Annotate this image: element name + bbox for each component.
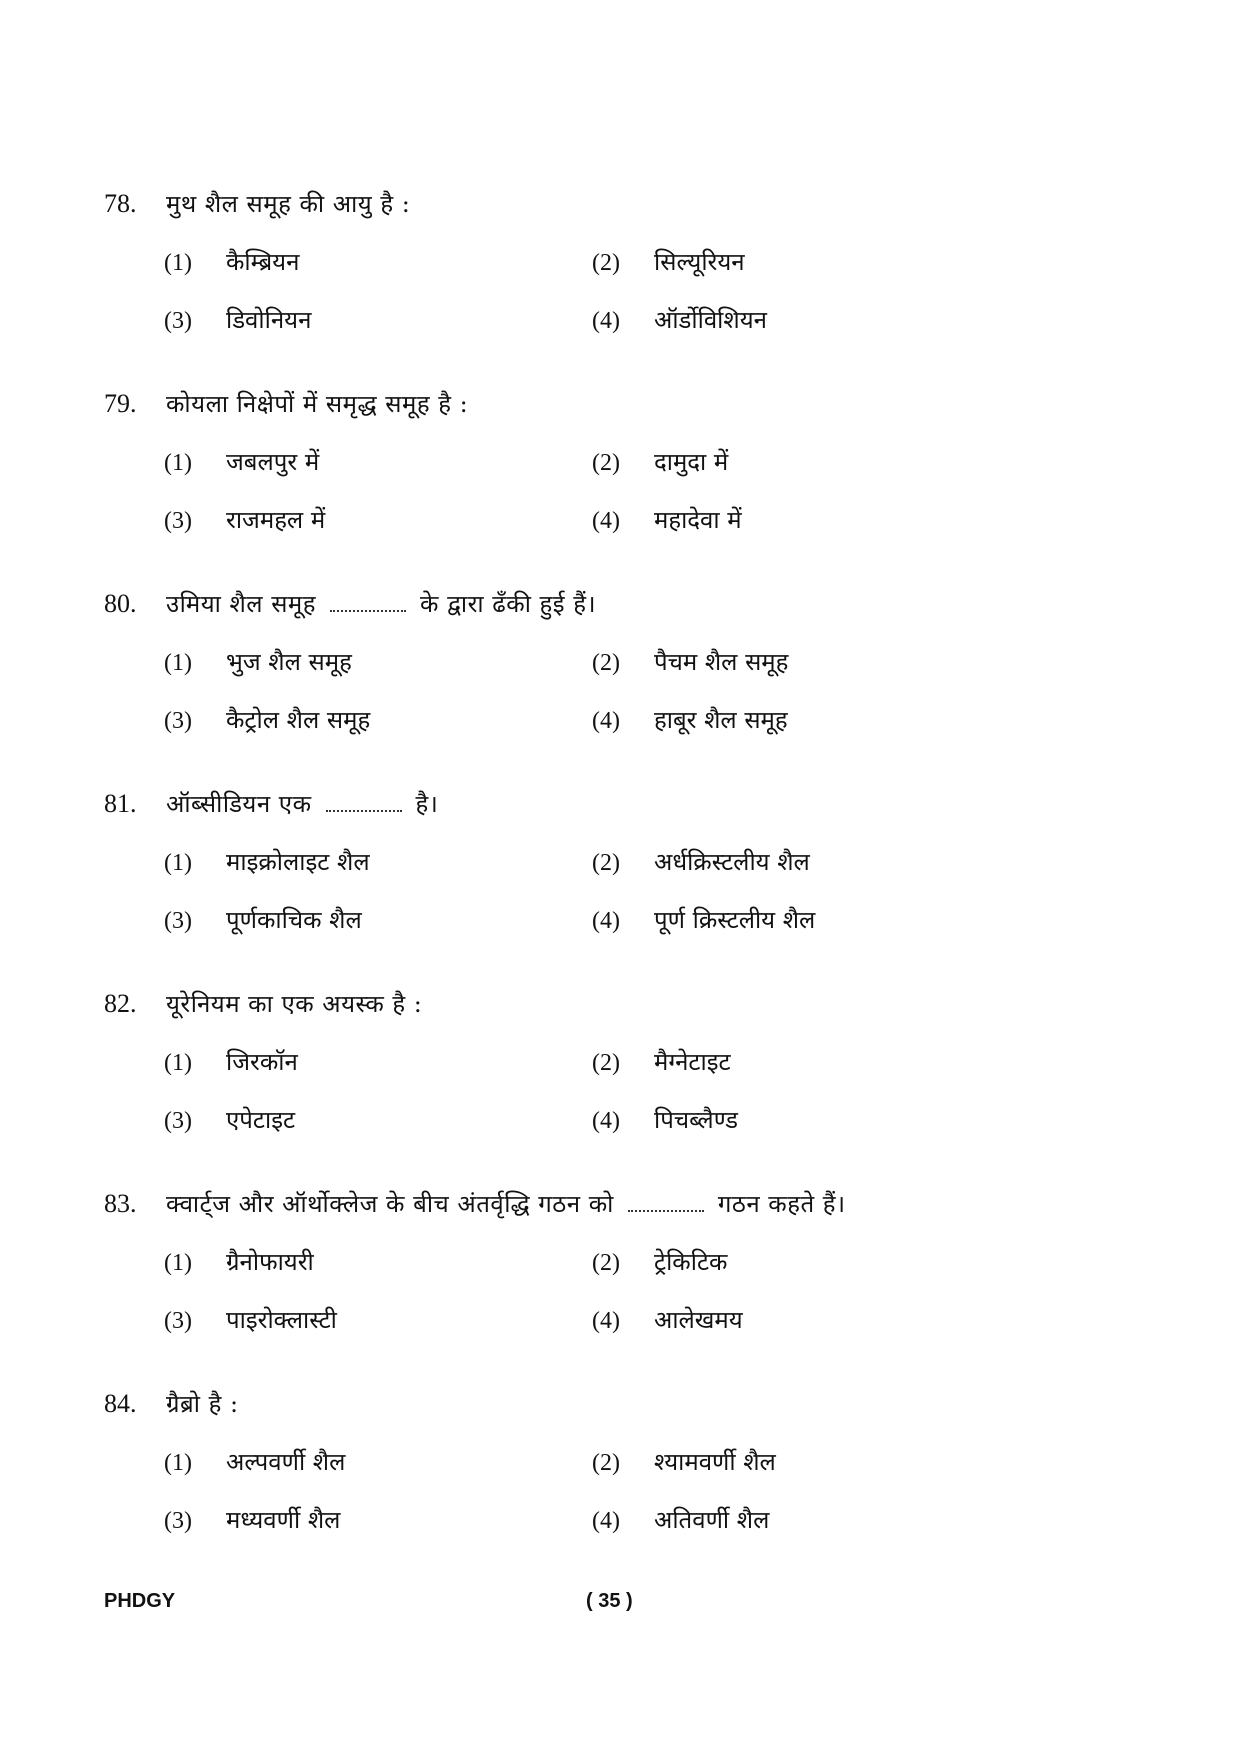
- option-row: [104, 903, 1184, 943]
- option-2: [592, 1245, 728, 1278]
- option-row: [104, 445, 1184, 485]
- option-number: (2): [592, 1250, 620, 1276]
- option-number: (3): [164, 1108, 192, 1134]
- question-text: ऑब्सीडियन एक: [166, 790, 312, 818]
- option-3: [164, 903, 362, 936]
- option-4: [592, 1503, 769, 1536]
- option-text: भुज शैल समूह: [226, 648, 352, 676]
- option-text: जिरकॉन: [226, 1048, 298, 1076]
- option-text: पैचम शैल समूह: [654, 648, 789, 676]
- option-number: (3): [164, 1308, 192, 1334]
- option-number: (3): [164, 308, 192, 334]
- option-4: [592, 1103, 738, 1136]
- question-text: यूरेनियम का एक अयस्क है :: [166, 990, 423, 1018]
- question-79: [104, 387, 1184, 543]
- option-3: [164, 703, 370, 736]
- option-1: [164, 245, 299, 278]
- option-2: [592, 245, 745, 278]
- question-number: 81.: [104, 789, 137, 818]
- option-text: सिल्यूरियन: [654, 248, 745, 276]
- option-4: [592, 303, 767, 336]
- question-line: [104, 187, 1184, 227]
- option-number: (1): [164, 450, 192, 476]
- option-row: [104, 303, 1184, 343]
- option-number: (3): [164, 508, 192, 534]
- option-1: [164, 1245, 314, 1278]
- question-number: 79.: [104, 389, 137, 418]
- option-1: [164, 1445, 345, 1478]
- option-number: (3): [164, 1508, 192, 1534]
- option-number: (2): [592, 650, 620, 676]
- option-text: आलेखमय: [654, 1306, 743, 1334]
- question-78: [104, 187, 1184, 343]
- question-text-continued: है।: [415, 790, 439, 818]
- option-1: [164, 845, 370, 878]
- option-4: [592, 703, 788, 736]
- option-row: [104, 1503, 1184, 1543]
- question-82: [104, 987, 1184, 1143]
- option-1: [164, 445, 319, 478]
- option-number: (3): [164, 708, 192, 734]
- option-text: हाबूर शैल समूह: [654, 706, 788, 734]
- question-line: [104, 787, 1184, 827]
- question-line: [104, 587, 1184, 627]
- option-number: (2): [592, 1050, 620, 1076]
- question-text: उमिया शैल समूह: [166, 590, 317, 618]
- option-number: (4): [592, 1308, 620, 1334]
- option-text: महादेवा में: [654, 506, 742, 534]
- option-row: [104, 1103, 1184, 1143]
- option-text: कैट्रोल शैल समूह: [226, 706, 371, 734]
- option-row: [104, 1045, 1184, 1085]
- option-number: (2): [592, 850, 620, 876]
- option-row: [104, 1303, 1184, 1343]
- option-text: अतिवर्णी शैल: [654, 1506, 770, 1534]
- option-row: [104, 1245, 1184, 1285]
- option-text: डिवोनियन: [226, 306, 312, 334]
- option-number: (4): [592, 708, 620, 734]
- option-number: (1): [164, 850, 192, 876]
- option-text: अल्पवर्णी शैल: [226, 1448, 346, 1476]
- option-row: [104, 503, 1184, 543]
- question-line: [104, 1187, 1184, 1227]
- option-row: [104, 703, 1184, 743]
- fill-in-blank: [628, 1196, 704, 1212]
- option-1: [164, 645, 352, 678]
- option-3: [164, 1503, 340, 1536]
- fill-in-blank: [326, 796, 402, 812]
- option-4: [592, 1303, 743, 1336]
- option-number: (4): [592, 1508, 620, 1534]
- option-3: [164, 503, 325, 536]
- option-2: [592, 845, 810, 878]
- question-text-continued: के द्वारा ढँकी हुई हैं।: [420, 590, 597, 618]
- option-text: ट्रेकिटिक: [654, 1248, 728, 1276]
- question-81: [104, 787, 1184, 943]
- option-text: माइक्रोलाइट शैल: [226, 848, 370, 876]
- option-text: श्यामवर्णी शैल: [654, 1448, 776, 1476]
- option-number: (2): [592, 250, 620, 276]
- question-number: 80.: [104, 589, 137, 618]
- option-number: (1): [164, 1450, 192, 1476]
- option-2: [592, 1445, 776, 1478]
- option-3: [164, 1303, 337, 1336]
- option-text: दामुदा में: [654, 448, 729, 476]
- option-row: [104, 845, 1184, 885]
- option-text: अर्धक्रिस्टलीय शैल: [654, 848, 810, 876]
- option-text: पूर्ण क्रिस्टलीय शैल: [654, 906, 816, 934]
- option-4: [592, 503, 742, 536]
- question-text: क्वार्ट्ज और ऑर्थोक्लेज के बीच अंतर्वृद्धि गठन को: [166, 1190, 614, 1218]
- option-3: [164, 1103, 295, 1136]
- option-text: पिचब्लैण्ड: [654, 1106, 738, 1134]
- option-number: (1): [164, 1250, 192, 1276]
- option-text: मध्यवर्णी शैल: [226, 1506, 341, 1534]
- option-text: पाइरोक्लास्टी: [226, 1306, 337, 1334]
- question-text: कोयला निक्षेपों में समृद्ध समूह है :: [166, 390, 469, 418]
- question-number: 82.: [104, 989, 137, 1018]
- footer-page-number: ( 35 ): [586, 1590, 633, 1612]
- option-row: [104, 245, 1184, 285]
- question-text-continued: गठन कहते हैं।: [717, 1190, 846, 1218]
- question-line: [104, 1387, 1184, 1427]
- option-2: [592, 1045, 731, 1078]
- question-line: [104, 387, 1184, 427]
- question-84: [104, 1387, 1184, 1543]
- option-number: (1): [164, 250, 192, 276]
- option-row: [104, 645, 1184, 685]
- option-text: जबलपुर में: [226, 448, 320, 476]
- question-text: ग्रैब्रो है :: [166, 1390, 239, 1418]
- option-1: [164, 1045, 298, 1078]
- option-number: (4): [592, 308, 620, 334]
- option-number: (4): [592, 908, 620, 934]
- option-text: ग्रैनोफायरी: [226, 1248, 314, 1276]
- option-3: [164, 303, 311, 336]
- option-4: [592, 903, 815, 936]
- question-80: [104, 587, 1184, 743]
- option-number: (4): [592, 1108, 620, 1134]
- option-text: पूर्णकाचिक शैल: [226, 906, 362, 934]
- option-2: [592, 645, 788, 678]
- option-number: (3): [164, 908, 192, 934]
- option-text: मैग्नेटाइट: [654, 1048, 731, 1076]
- option-number: (2): [592, 450, 620, 476]
- question-number: 84.: [104, 1389, 137, 1418]
- option-row: [104, 1445, 1184, 1485]
- option-text: कैम्ब्रियन: [226, 248, 300, 276]
- question-line: [104, 987, 1184, 1027]
- option-text: एपेटाइट: [226, 1106, 296, 1134]
- option-text: ऑर्डोविशियन: [654, 306, 767, 334]
- question-number: 83.: [104, 1189, 137, 1218]
- option-text: राजमहल में: [226, 506, 326, 534]
- option-number: (2): [592, 1450, 620, 1476]
- option-2: [592, 445, 728, 478]
- option-number: (4): [592, 508, 620, 534]
- question-number: 78.: [104, 189, 137, 218]
- question-83: [104, 1187, 1184, 1343]
- fill-in-blank: [330, 596, 406, 612]
- footer-paper-code: PHDGY: [104, 1590, 176, 1612]
- option-number: (1): [164, 650, 192, 676]
- option-number: (1): [164, 1050, 192, 1076]
- question-text: मुथ शैल समूह की आयु है :: [166, 190, 411, 218]
